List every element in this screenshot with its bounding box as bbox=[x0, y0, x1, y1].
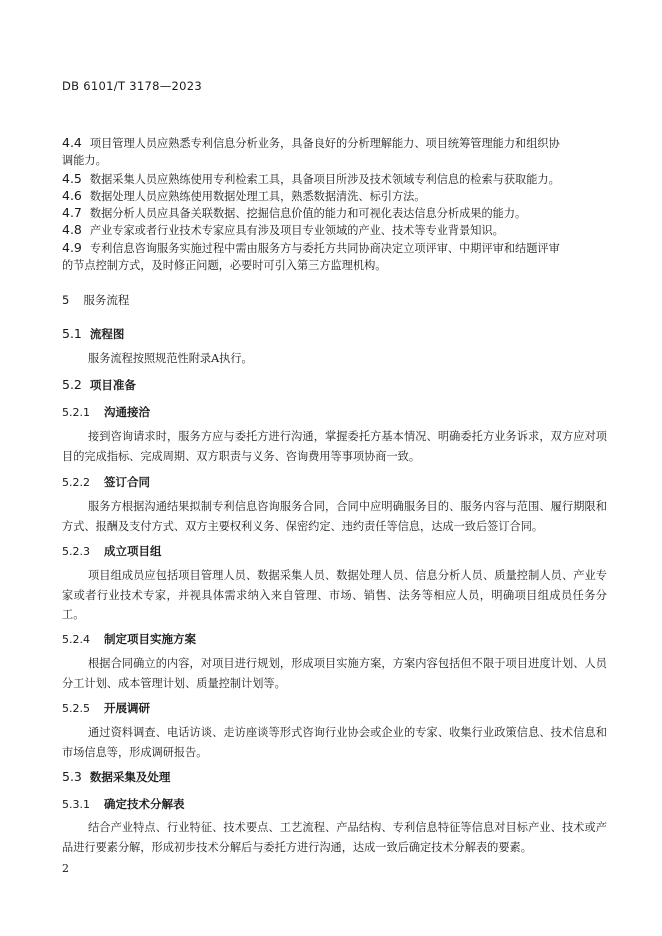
clause-text: 项目管理人员应熟悉专利信息分析业务，具备良好的分析理解能力、项目统筹管理能力和组织协 bbox=[89, 137, 560, 150]
section-5-2-4-heading bbox=[62, 631, 607, 648]
section-number: 5.1 bbox=[62, 326, 82, 341]
clause-4-4 bbox=[62, 134, 607, 169]
section-5-2-4-paragraph: 根据合同确立的内容，对项目进行规划，形成项目实施方案，方案内容包括但不限于项目进度计划、人员分工计划、成本管理计划、质量控制计划等。 bbox=[62, 657, 607, 690]
section-title: 确定技术分解表 bbox=[104, 797, 185, 811]
section-5-2-2-paragraph: 服务方根据沟通结果拟制专利信息咨询服务合同，合同中应明确服务目的、服务内容与范围、履行期限和方式、报酬及支付方式、双方主要权利义务、保密约定、违约责任等信息，达成一致后签订合同。 bbox=[62, 500, 607, 533]
section-title: 签订合同 bbox=[104, 475, 150, 489]
section-number: 5.2 bbox=[62, 377, 82, 392]
section-number: 5.2.4 bbox=[62, 633, 90, 646]
clause-text: 专利信息咨询服务实施过程中需由服务方与委托方共同协商决定立项评审、中期评审和结题评审 bbox=[89, 242, 560, 255]
section-title: 沟通接洽 bbox=[104, 405, 150, 419]
clause-number: 4.4 bbox=[62, 135, 82, 150]
clause-number: 4.9 bbox=[62, 240, 82, 255]
section-5-1-paragraph: 服务流程按照规范性附录A执行。 bbox=[88, 352, 253, 365]
section-5-heading bbox=[62, 292, 607, 309]
section-title: 开展调研 bbox=[104, 701, 150, 715]
standard-code: DB 6101/T 3178—2023 bbox=[62, 79, 202, 93]
section-5-3-heading bbox=[62, 768, 607, 786]
section-number: 5 bbox=[62, 293, 70, 307]
clause-text: 数据分析人员应具备关联数据、挖掘信息价值的能力和可视化表达信息分析成果的能力。 bbox=[89, 207, 527, 220]
clause-4-6 bbox=[62, 187, 607, 205]
clause-number: 4.6 bbox=[62, 188, 82, 203]
section-number: 5.2.1 bbox=[62, 406, 90, 419]
clause-text-continued: 调能力。 bbox=[62, 154, 107, 167]
clause-text: 数据采集人员应熟练使用专利检索工具，具备项目所涉及技术领域专利信息的检索与获取能力。 bbox=[89, 173, 560, 186]
clause-number: 4.8 bbox=[62, 222, 82, 237]
section-5-2-3-heading bbox=[62, 543, 607, 560]
section-5-2-2-heading bbox=[62, 474, 607, 491]
clause-4-8 bbox=[62, 221, 607, 239]
section-title: 服务流程 bbox=[83, 293, 130, 307]
page-number: 2 bbox=[62, 862, 69, 875]
clause-number: 4.7 bbox=[62, 205, 82, 220]
section-5-1-heading bbox=[62, 325, 607, 343]
section-title: 流程图 bbox=[89, 327, 125, 341]
section-5-2-5-paragraph: 通过资料调查、电话访谈、走访座谈等形式咨询行业协会或企业的专家、收集行业政策信息、技术信息和市场信息等，形成调研报告。 bbox=[62, 726, 607, 759]
section-title: 数据采集及处理 bbox=[89, 770, 171, 784]
clause-text: 数据处理人员应熟练使用数据处理工具，熟悉数据清洗、标引方法。 bbox=[89, 190, 426, 203]
section-title: 项目准备 bbox=[89, 378, 136, 392]
clause-4-9 bbox=[62, 239, 607, 274]
section-number: 5.2.3 bbox=[62, 545, 90, 558]
section-5-3-1-paragraph: 结合产业特点、行业特征、技术要点、工艺流程、产品结构、专利信息特征等信息对目标产业、技术或产品进行要素分解，形成初步技术分解后与委托方进行沟通，达成一致后确定技术分解表的要素。 bbox=[62, 821, 607, 854]
clause-4-5 bbox=[62, 170, 607, 188]
section-number: 5.3 bbox=[62, 769, 82, 784]
clause-text-continued: 的节点控制方式，及时修正问题，必要时可引入第三方监理机构。 bbox=[62, 259, 387, 272]
clause-4-7 bbox=[62, 204, 607, 222]
section-5-2-heading bbox=[62, 376, 607, 394]
clause-text: 产业专家或者行业技术专家应具有涉及项目专业领域的产业、技术等专业背景知识。 bbox=[89, 224, 504, 237]
section-5-2-5-heading bbox=[62, 700, 607, 717]
section-number: 5.2.5 bbox=[62, 702, 90, 715]
section-5-2-3-paragraph: 项目组成员应包括项目管理人员、数据采集人员、数据处理人员、信息分析人员、质量控制人员、产业专家或者行业技术专家，并视具体需求纳入来自管理、市场、销售、法务等相应人员，明确项目组成员任务分工。 bbox=[62, 569, 607, 621]
section-5-2-1-paragraph: 接到咨询请求时，服务方应与委托方进行沟通，掌握委托方基本情况、明确委托方业务诉求，双方应对项目的完成指标、完成周期、双方职责与义务、咨询费用等事项协商一致。 bbox=[62, 430, 607, 463]
clause-number: 4.5 bbox=[62, 171, 82, 186]
section-title: 成立项目组 bbox=[104, 544, 162, 558]
section-5-3-1-heading bbox=[62, 796, 607, 813]
section-number: 5.3.1 bbox=[62, 798, 90, 811]
section-title: 制定项目实施方案 bbox=[104, 632, 196, 646]
section-5-2-1-heading bbox=[62, 404, 607, 421]
section-number: 5.2.2 bbox=[62, 476, 90, 489]
